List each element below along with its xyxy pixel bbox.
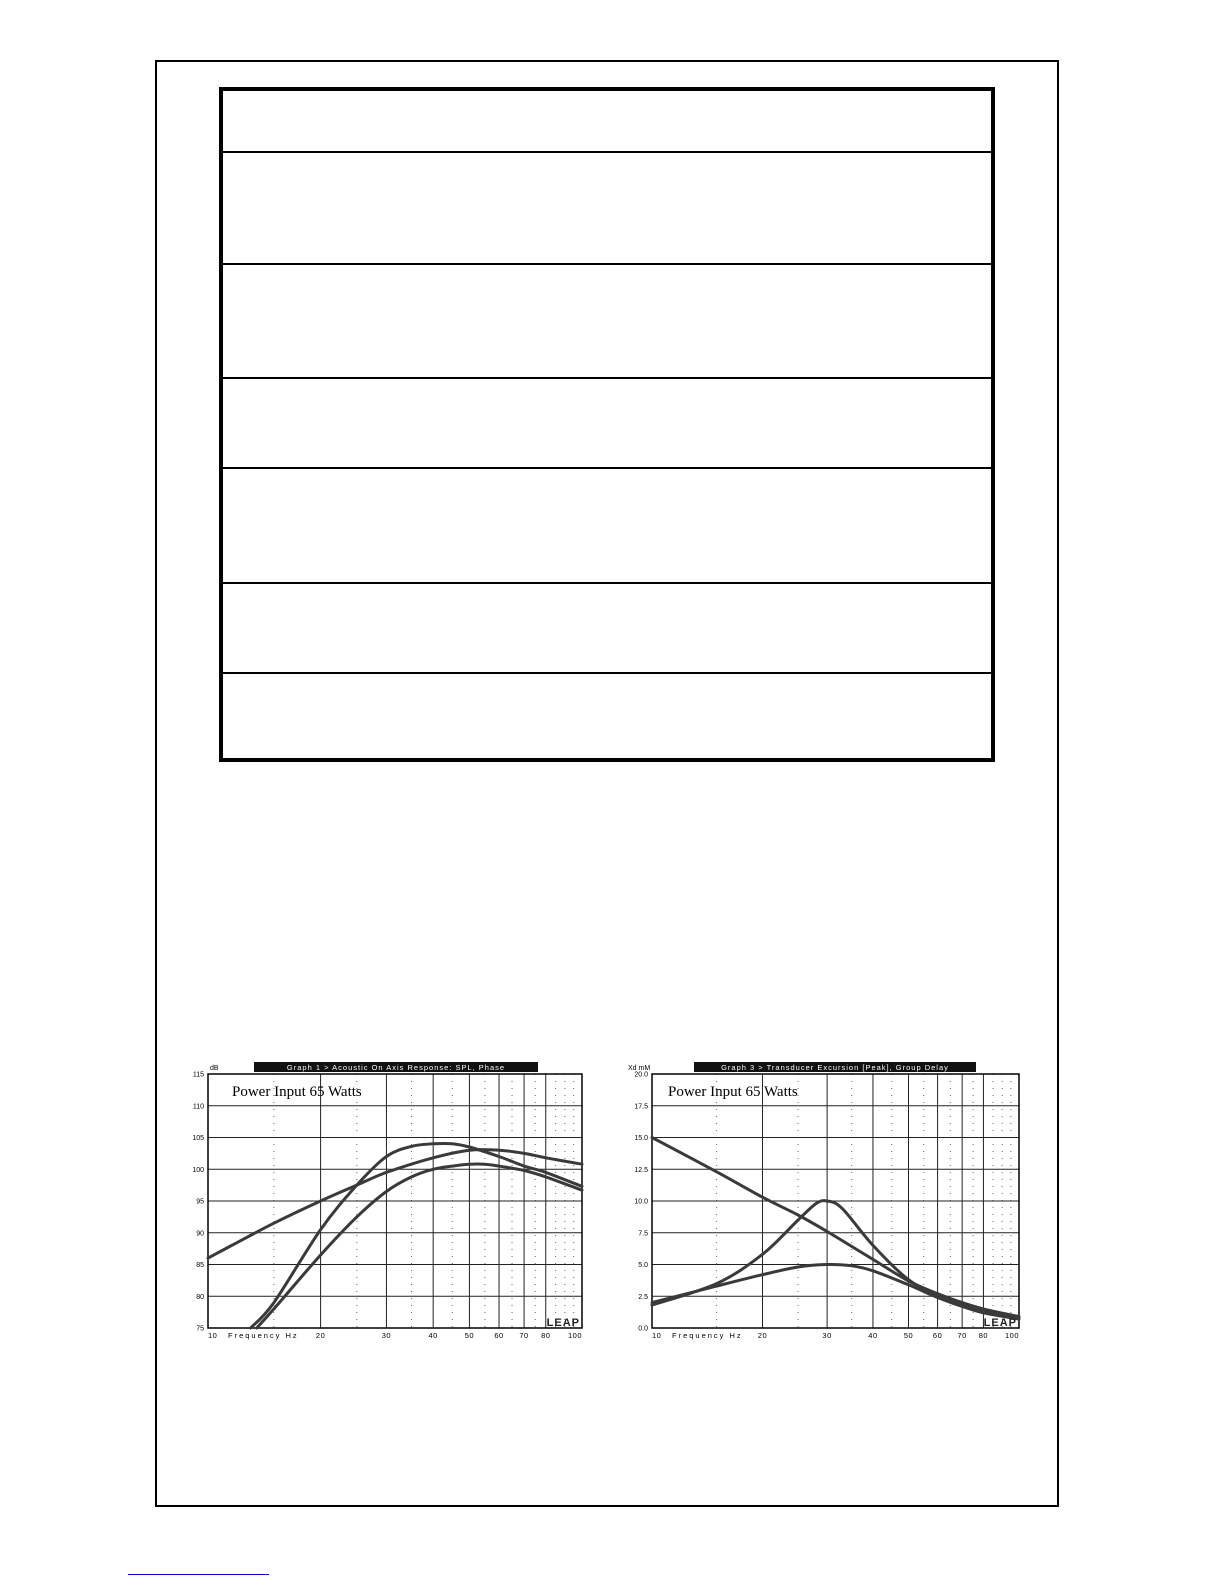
y-tick-label: 115 [192,1071,204,1079]
x-axis-label: Frequency Hz [228,1331,299,1340]
y-tick-label: 105 [192,1135,204,1142]
table-row [223,582,991,584]
x-tick-label: 60 [494,1331,504,1340]
y-tick-label: 95 [196,1198,204,1206]
y-tick-label: 5.0 [638,1262,648,1269]
chart-title: Graph 1 > Acoustic On Axis Response: SPL, Phase [286,1063,506,1072]
y-tick-label: 100 [192,1166,204,1174]
x-tick-label: 100 [1004,1331,1019,1340]
x-tick-label: 50 [903,1331,914,1340]
y-tick-label: 0.0 [638,1325,648,1333]
series-line-3 [257,1164,582,1328]
y-tick-label: 2.5 [638,1293,648,1301]
x-tick-label: 20 [757,1331,768,1340]
x-tick-label: 10 [208,1331,218,1340]
chart-title: Graph 3 > Transducer Excursion [Peak], Group Delay [721,1063,949,1072]
leap-logo: LEAP [983,1317,1017,1329]
x-tick-label: 40 [868,1331,878,1340]
table-row [223,263,991,265]
table-row [223,377,991,379]
y-tick-label: 20.0 [634,1071,648,1079]
x-tick-label: 80 [541,1331,551,1340]
spl-chart [190,1060,590,1345]
x-tick-label: 10 [652,1331,662,1340]
y-tick-label: 80 [196,1293,204,1301]
y-tick-label: 10.0 [634,1198,648,1206]
y-tick-label: 85 [196,1262,204,1269]
x-tick-label: 20 [315,1331,326,1340]
series-line-3 [652,1264,1019,1319]
y-tick-label: 17.5 [634,1103,648,1111]
y-tick-label: 90 [196,1230,204,1238]
x-tick-label: 70 [519,1331,529,1340]
table-row [223,467,991,469]
spec-table [219,87,995,762]
table-row [223,672,991,674]
x-tick-label: 70 [957,1331,967,1340]
x-tick-label: 30 [381,1331,392,1340]
power-input-annotation: Power Input 65 Watts [668,1084,798,1100]
leap-logo: LEAP [546,1317,580,1329]
x-axis-label: Frequency Hz [672,1331,743,1340]
y-tick-label: 110 [192,1103,204,1111]
x-tick-label: 30 [822,1331,832,1340]
power-input-annotation: Power Input 65 Watts [232,1084,362,1100]
table-row [223,151,991,153]
x-tick-label: 40 [428,1331,438,1340]
x-tick-label: 60 [932,1331,943,1340]
x-tick-label: 50 [464,1331,475,1340]
x-tick-label: 80 [978,1331,989,1340]
excursion-chart [620,1060,1030,1345]
y-tick-label: 7.5 [638,1230,648,1238]
x-tick-label: 100 [567,1331,582,1340]
y-tick-label: 12.5 [634,1166,648,1174]
y-axis-label: dB [210,1065,219,1072]
footer-link-underline [128,1574,269,1575]
y-tick-label: 15.0 [634,1135,648,1142]
y-axis-label: Xd mM [628,1065,651,1072]
y-tick-label: 75 [196,1325,204,1333]
series-line-2 [652,1201,1019,1318]
